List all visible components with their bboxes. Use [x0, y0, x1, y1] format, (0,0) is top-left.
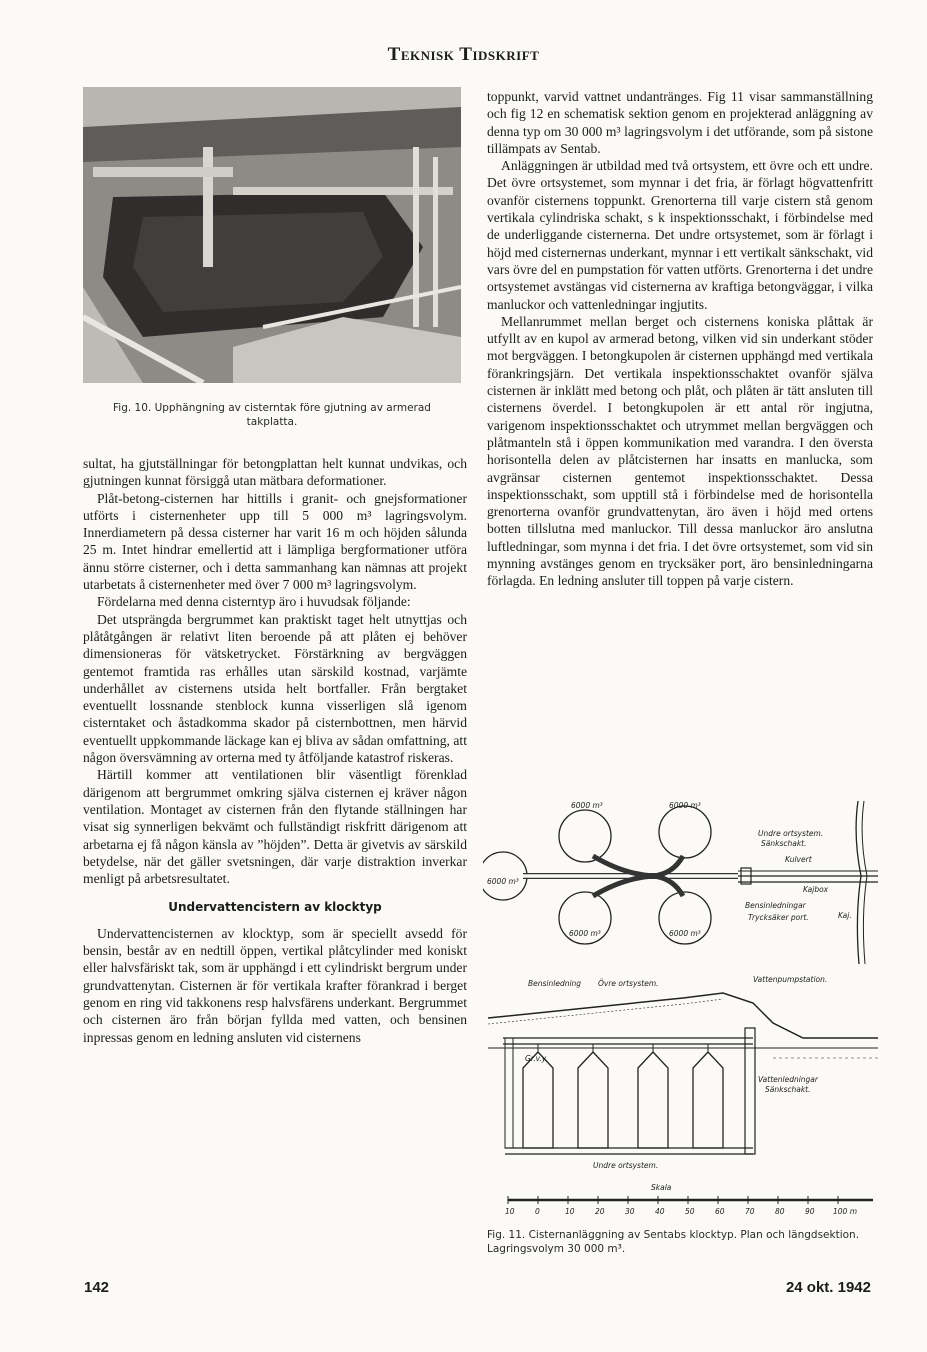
scale-tick: 100 m [833, 1207, 858, 1216]
left-paragraph: Fördelarna med denna cisterntyp äro i huvudsak följande: [97, 594, 411, 610]
scale-tick: 90 [805, 1207, 815, 1216]
scale-tick: 10 [505, 1207, 515, 1216]
plan-label: Trycksäker port. [748, 913, 809, 922]
plan-label: 6000 m³ [487, 877, 519, 886]
bell-tank [638, 1052, 668, 1148]
section-label: Övre ortsystem. [598, 979, 659, 988]
section-label: Sänkschakt. [765, 1085, 811, 1094]
plan-label: Kulvert [785, 855, 812, 864]
scale-tick: 70 [745, 1207, 755, 1216]
tank-circle [483, 852, 527, 900]
section-label: Gr.v.y. [525, 1054, 549, 1063]
plan-label: Sänkschakt. [761, 839, 807, 848]
plan-label: 6000 m³ [569, 929, 601, 938]
issue-date: 24 okt. 1942 [785, 1279, 871, 1296]
tank-circle [559, 810, 611, 862]
plan-label: Undre ortsystem. [758, 829, 824, 838]
scale-tick: 60 [715, 1207, 725, 1216]
right-paragraph: Anläggningen är utbildad med två ortsystem, ett övre och ett undre. Det övre ortsystemet, som mynnar i det fria, är förlagt högvattenfritt ovanför cisternens toppunkt. Grenorterna till varje cistern stå genom vertikala cylindriska schakt, s k inspektionsschakt, i förbindelse med de underliggande cisternerna. Det undre ortsystemet, som är förlagt i höjd med cisternernas underkant, mynnar i ett vertikalt sänkschakt, vid vars övre del en pumpstation för vatten utförts. Grenorterna i det undre ortsystemet avstängas vid cisternerna av kraftiga betongväggar, i vilka manluckor och vattenledningar ingjutits. [487, 158, 873, 312]
scale-tick: 30 [625, 1207, 635, 1216]
plan-label: Kaj. [838, 911, 852, 920]
scale-tick: 50 [685, 1207, 695, 1216]
journal-header: Teknisk Tidskrift [387, 44, 540, 65]
section-heading: Undervattencistern av klocktyp [168, 900, 382, 915]
fig10-photo [83, 87, 461, 383]
fig10-caption: Fig. 10. Upphängning av cisterntak före gjutning av armerad takplatta. [113, 402, 431, 428]
section-label: Bensinledning [528, 979, 582, 988]
plan-label: 6000 m³ [571, 801, 603, 810]
left-paragraph: Plåt-betong-cisternen har hittills i granit- och gnejsformationer utförts i cisternenheter upp till 5 000 m³ lagringsvolym. Innerdiametern på dessa cisterner har varit 16 m och höjden sålunda 25 m. Intet hindrar emellertid att i lämpliga bergformationer utföra ännu större cisterner, och i detta sammanhang kan nämnas att projekt utarbetats å cisternenheter med över 7 000 m³ lagringsvolym. [83, 490, 467, 593]
left-paragraph: Undervattencisternen av klocktyp, som är speciellt avsedd för bensin, består av en nedtill öppen, vertikal plåtcylinder med koniskt eller halvsfäriskt tak, som är upphängd i ett cylindriskt bergrum under grundvattenytan. Cisternen är för vertikala krafter förankrad i berget genom en ring vid takkonens resp halvsfärens underkant. Bergrummet och cisternen äro från början fyllda med vatten, och bensinen inpressas genom en ledning ansluten vid cisternens [83, 925, 467, 1045]
right-column [487, 88, 873, 590]
fig11-section [483, 968, 883, 1218]
left-paragraph: Det utsprängda bergrummet kan praktiskt taget helt utnyttjas och plåtåtgången är relativt liten beroende på att plåten ej behöver dimensioneras för vätsketrycket. Förstärkning av bergväggen gentemot framtida ras erhålles utan särskild kostnad, varjämte underhållet av cisternens utsida helt bortfaller. Från bergtaket eventuellt lossnande stenblock kunna visserligen slå igenom cisterntaket och åstadkomma skador på cisternbottnen, men härvid eventuellt uppkommande läckage kan ej bliva av sådan omfattning, att någon översvämning av orterna med ty åtföljande katastrof riskeras. [83, 611, 467, 766]
bell-tank [693, 1052, 723, 1148]
plan-label: 6000 m³ [669, 801, 701, 810]
fig11-caption: Fig. 11. Cisternanläggning av Sentabs klocktyp. Plan och längdsektion. Lagringsvolym 30 000 m³. [487, 1229, 860, 1255]
scale-tick: 40 [655, 1207, 665, 1216]
fig11-plan [483, 796, 883, 966]
scale-tick: 20 [595, 1207, 605, 1216]
bell-tank [523, 1052, 553, 1148]
plan-label: Bensinledningar [745, 901, 806, 910]
page-number: 142 [84, 1279, 110, 1296]
left-paragraph: sultat, ha gjutställningar för betongplattan helt kunnat undvikas, och gjutningen kunnat försiggå utan mätbara deformationer. [83, 456, 467, 489]
scale-title: Skala [651, 1183, 672, 1192]
tank-circle [659, 806, 711, 858]
right-paragraph: Mellanrummet mellan berget och cisternens koniska plåttak är utfyllt av en kupol av armerad betong, vilken vid sin underkant stöder mot bergväggen. I betongkupolen är cisternen upphängd med vertikala förankringsjärn. Det vertikala inspektionsschaktet ovanför själva cisternen är inklätt med betong och plåt, och plåten är tätt ansluten till cisternens överdel. I betongkupolen är ett antal rör ingjutna, varigenom inspektionsschaktet och utrymmet mellan bergväggen och plåtmanteln stå i öppen kommunikation med varandra. I den översta horisontella delen av plåtcisternen har insatts en manlucka, som avgränsar cisternen gentemot inspektionsschaktet. Dessa inspektionsschakt, som upptill stå i förbindelse med de horisontella grenorterna ovanför grundvattenytan, äro även i höjd med ortens botten tillslutna med manluckor. Till dessa manluckor äro anslutna luftledningar, som mynna i det fria. I det övre ortsystemet, som vid sin mynning avstänges genom en trycksäker port, äro bensinledningarna förlagda. En ledning ansluter till toppen på varje cistern. [487, 313, 873, 589]
scale-tick: 10 [565, 1207, 575, 1216]
left-paragraph: Härtill kommer att ventilationen blir väsentligt förenklad därigenom att bergrummet omkring själva cisternen ej kräver någon ventilation. Montaget av cisternen från den flytande ställningen har visat sig synnerligen bekvämt och fullständigt riskfritt därigenom att arbetarna ej få någon känsla av ”höjden”. Detta är givetvis av särskild betydelse, när det gäller svetsningen, där varje distraktion inverkar menligt på arbetsresultatet. [83, 767, 467, 887]
scale-tick: 80 [775, 1207, 785, 1216]
section-label: Vattenpumpstation. [753, 975, 828, 984]
section-label: Undre ortsystem. [593, 1161, 659, 1170]
plan-label: 6000 m³ [669, 929, 701, 938]
section-label: Vattenledningar [758, 1075, 818, 1084]
right-paragraph: toppunkt, varvid vattnet undantränges. Fig 11 visar sammanställning och fig 12 en schematisk sektion genom en projekterad anläggning av denna typ om 30 000 m³ lagringsvolym i det utförande, som på sistone tillämpats av Sentab. [487, 89, 873, 156]
left-column [83, 455, 467, 1046]
bell-tank [578, 1052, 608, 1148]
scale-tick: 0 [535, 1207, 540, 1216]
plan-label: Kajbox [803, 885, 829, 894]
